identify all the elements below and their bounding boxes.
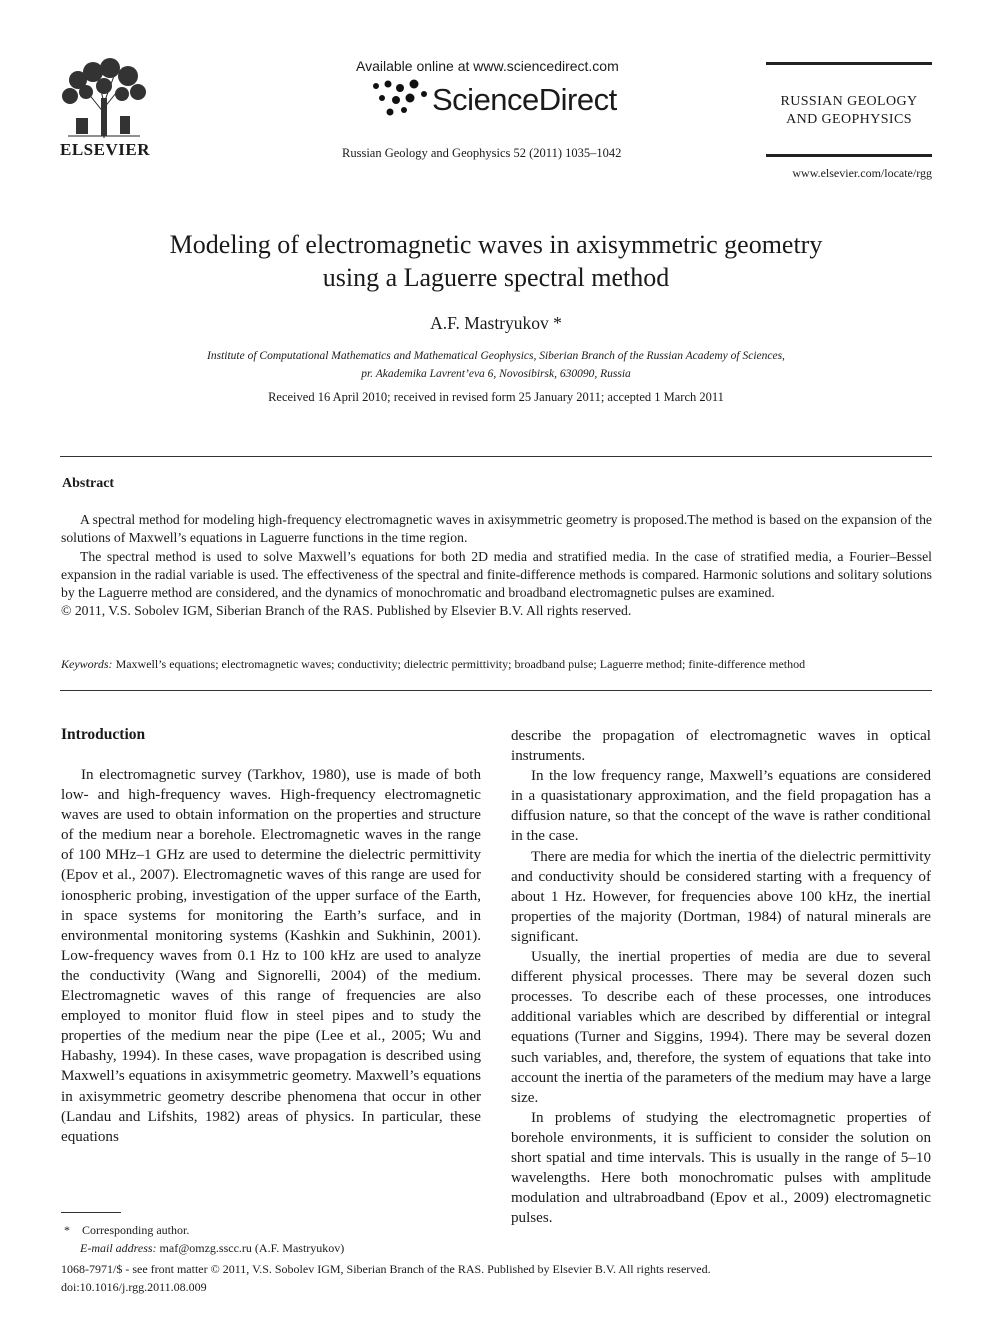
email-line bbox=[64, 1239, 344, 1257]
affiliation-line2: pr. Akademika Lavrent’eva 6, Novosibirsk, 630090, Russia bbox=[361, 368, 631, 380]
keywords-list: Maxwell’s equations; electromagnetic waves; conductivity; dielectric permittivity; broadband pulse; Laguerre method; finite-difference method bbox=[115, 657, 806, 671]
right-column bbox=[511, 726, 931, 1228]
journal-title bbox=[766, 93, 932, 129]
front-matter bbox=[61, 1261, 711, 1296]
intro-paragraph-continued: describe the propagation of electromagnetic waves in optical instruments. bbox=[511, 728, 931, 765]
affiliation-line1: Institute of Computational Mathematics and Mathematical Geophysics, Siberian Branch of the Russian Academy of Sciences, bbox=[207, 350, 785, 362]
issn-line: 1068-7971/$ - see front matter © 2011, V.S. Sobolev IGM, Siberian Branch of the RAS. Published by Elsevier B.V. All rights reserved. bbox=[61, 1262, 711, 1276]
intro-paragraph-5: In problems of studying the electromagnetic properties of borehole environments, it is sufficient to consider the solution on short spatial and time intervals. This is usually in the range of 5–10 wavelengths. Here both monochromatic pulses with amplitude modulation and ultrabroadband (Epov et al., 2009) electromagnetic pulses. bbox=[511, 1109, 931, 1227]
abstract-heading: Abstract bbox=[62, 476, 115, 491]
email-address[interactable]: maf@omzg.sscc.ru (A.F. Mastryukov) bbox=[159, 1241, 345, 1255]
article-title-line1: Modeling of electromagnetic waves in axisymmetric geometry bbox=[169, 230, 823, 259]
footnote-star: * bbox=[64, 1223, 70, 1237]
intro-paragraph-4: Usually, the inertial properties of media are due to several different physical processes. There may be several dozen such processes. To describe each of these processes, one introduces additional variables which are described by differential or integral equations (Turner and Siggins, 1994). There may be several dozen such variables, and, therefore, the system of equations that take into account the inertia of the parameters of the medium may have a large size. bbox=[511, 949, 931, 1106]
journal-title-line1: RUSSIAN GEOLOGY bbox=[780, 94, 918, 109]
copyright-line: © 2011, V.S. Sobolev IGM, Siberian Branch of the RAS. Published by Elsevier B.V. All rights reserved. bbox=[61, 603, 632, 619]
journal-citation: Russian Geology and Geophysics 52 (2011) 1035–1042 bbox=[342, 146, 622, 160]
intro-paragraph-2: In the low frequency range, Maxwell’s equations are considered in a quasistationary approximation, and the field propagation has a diffusion nature, so that the concept of the wave is rather conditional in the case. bbox=[511, 768, 931, 845]
doi-line[interactable]: doi:10.1016/j.rgg.2011.08.009 bbox=[61, 1279, 207, 1294]
footnote-rule bbox=[61, 1212, 121, 1213]
keywords bbox=[61, 657, 932, 672]
keywords-label: Keywords: bbox=[61, 657, 113, 671]
journal-title-rule-bottom bbox=[766, 154, 932, 157]
intro-paragraph-3: There are media for which the inertia of the dielectric permittivity and conductivity should be considered starting with a frequency of about 1 Hz. However, for frequencies above 100 kHz, the inertial properties of the majority (Dortman, 1984) of natural minerals are significant. bbox=[511, 848, 931, 945]
introduction-heading: Introduction bbox=[61, 726, 146, 743]
sciencedirect-dots-icon bbox=[370, 78, 430, 118]
footnote bbox=[64, 1221, 344, 1257]
received-dates: Received 16 April 2010; received in revised form 25 January 2011; accepted 1 March 2011 bbox=[268, 390, 724, 404]
abstract-paragraph-1: A spectral method for modeling high-frequency electromagnetic waves in axisymmetric geometry is proposed.The method is based on the expansion of the solutions of Maxwell’s equations in Laguerre functions in the time region. bbox=[61, 512, 932, 546]
email-label: E-mail address: bbox=[80, 1241, 157, 1255]
article-title bbox=[60, 228, 932, 294]
corresponding-author-label: Corresponding author. bbox=[82, 1223, 190, 1237]
divider-top bbox=[60, 456, 932, 457]
abstract-paragraph-2: The spectral method is used to solve Maxwell’s equations for both 2D media and stratified media. In the case of stratified media, a Fourier–Bessel expansion in the radial variable is used. The effectiveness of the spectral and finite-difference methods is compared. Harmonic solutions and solitary solutions by the Laguerre method are considered, and the dynamics of monochromatic and broadband electromagnetic pulses are examined. bbox=[61, 548, 932, 601]
journal-title-rule-top bbox=[766, 62, 932, 65]
publisher-name: ELSEVIER bbox=[60, 140, 150, 159]
divider-middle bbox=[60, 690, 932, 691]
sciencedirect-logo: ScienceDirect bbox=[432, 82, 617, 117]
intro-paragraph-1: In electromagnetic survey (Tarkhov, 1980), use is made of both low- and high-frequency waves. High-frequency electromagnetic waves are used to obtain information on the properties and structure of the medium near a borehole. Electromagnetic waves in the range of 100 MHz–1 GHz are used to determine the dielectric permittivity (Epov et al., 2007). Electromagnetic waves of this range are used for ionospheric probing, investigation of the upper surface of the Earth, in space systems for monitoring the Earth’s surface, and in environmental monitoring systems (Kashkin and Sukhinin, 2001). Low-frequency waves from 0.1 Hz to 100 kHz are used to analyze the conductivity (Wang and Signorelli, 2004) of the medium. Electromagnetic waves of this range of frequencies are also employed to monitor fluid flow in steel pipes and to study the properties of the medium near the pipe (Lee et al., 2005; Wu and Habashy, 1994). In these cases, wave propagation is described using Maxwell’s equations in axisymmetric geometry. Maxwell’s equations in axisymmetric geometry describe phenomena that occur in other (Landau and Lifshits, 1982) areas of physics. In particular, these equations bbox=[61, 767, 481, 1145]
left-column bbox=[61, 765, 481, 1147]
affiliation bbox=[100, 347, 892, 383]
article-title-line2: using a Laguerre spectral method bbox=[322, 263, 670, 292]
available-online-text[interactable]: Available online at www.sciencedirect.com bbox=[356, 58, 619, 74]
journal-title-line2: AND GEOPHYSICS bbox=[786, 112, 912, 127]
corresponding-author-note bbox=[64, 1221, 344, 1239]
journal-url[interactable]: www.elsevier.com/locate/rgg bbox=[792, 166, 932, 180]
author-name: A.F. Mastryukov * bbox=[430, 313, 562, 333]
abstract-body bbox=[61, 511, 932, 621]
